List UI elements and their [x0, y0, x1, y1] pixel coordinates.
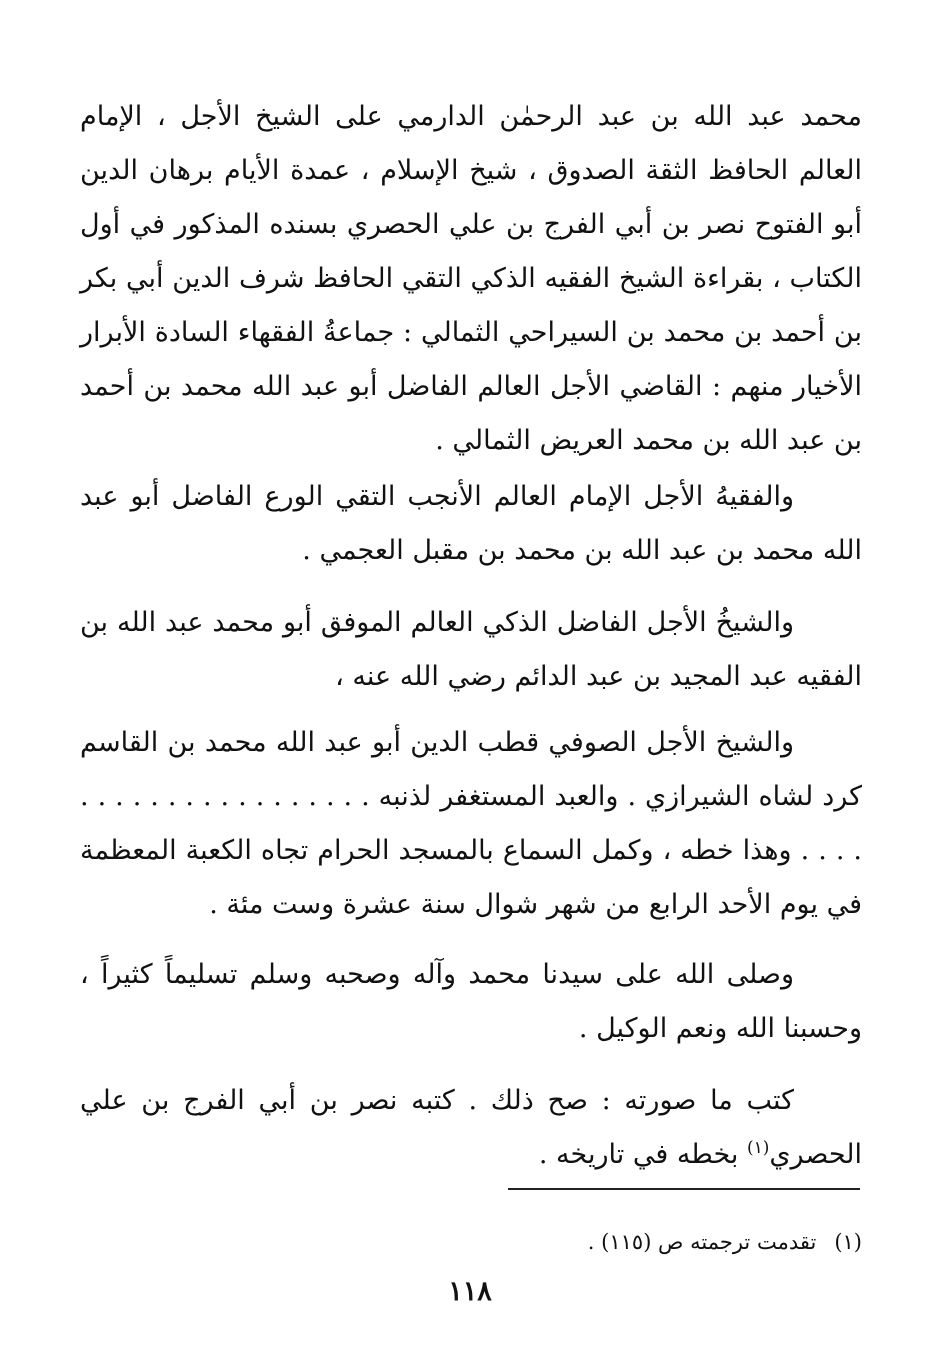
p4-line-1: والشيخ الأجل الصوفي قطب الدين أبو عبد الله محمد بن القاسم كرد — [80, 727, 862, 812]
p1-line-4: الشيخ الفقيه الذكي التقي الحافظ شرف الدين أبي بكر بن أحمد بن محمد بن — [80, 263, 862, 348]
p1-line-3: نصر بن أبي الفرج بن علي الحصري بسنده المذكور في أول الكتاب ، بقراءة — [80, 209, 862, 294]
p4-line-4: الأحد الرابع من شهر شوال سنة عشرة وست مئة . — [209, 889, 772, 920]
paragraph-2-text — [80, 470, 862, 578]
p1-line-7: العريض الثمالي . — [435, 425, 624, 456]
paragraph-4 — [80, 716, 862, 932]
paragraph-6-text — [80, 1074, 862, 1182]
paragraph-3 — [80, 596, 862, 704]
footnote-text: تقدمت ترجمته ص (١١٥) . — [587, 1230, 817, 1254]
p1-line-5: السيراحي الثمالي : جماعةُ الفقهاء السادة الأبرار الأخيار منهم : القاضي — [80, 317, 862, 402]
p3-line-1: والشيخُ الأجل الفاضل الذكي العالم الموفق أبو محمد عبد الله بن الفقيه — [80, 607, 862, 692]
paragraph-6 — [80, 1074, 862, 1182]
paragraph-4-text — [80, 716, 862, 932]
p6-line-1: كتب ما صورته : صح ذلك . كتبه نصر بن أبي الفرج بن علي — [80, 1085, 794, 1116]
paragraph-1 — [80, 90, 862, 468]
footnote-reference-marker[interactable]: (١) — [746, 1138, 770, 1158]
paragraph-5 — [80, 948, 862, 1056]
footnote-number: (١) — [834, 1230, 862, 1254]
p5-line-2: الله ونعم الوكيل . — [578, 1013, 776, 1044]
p5-line-1: وصلى الله على سيدنا محمد وآله وصحبه وسلم تسليماً كثيراً ، وحسبنا — [80, 959, 862, 1044]
p3-line-2: عبد المجيد بن عبد الدائم رضي الله عنه ، — [335, 661, 788, 692]
p1-line-6: الأجل العالم الفاضل أبو عبد الله محمد بن أحمد بن عبد الله بن محمد — [80, 371, 862, 456]
p2-line-1: والفقيهُ الأجل الإمام العالم الأنجب التقي الورع الفاضل أبو عبد الله — [80, 481, 862, 566]
p6-line-2-start: الحصري — [769, 1139, 862, 1170]
p6-line-2-end: بخطه في تاريخه . — [538, 1139, 747, 1170]
paragraph-2 — [80, 470, 862, 578]
p2-line-2: محمد بن عبد الله بن محمد بن مقبل العجمي . — [302, 535, 815, 566]
footnote-divider — [508, 1188, 860, 1190]
p4-line-3: وهذا خطه ، وكمل السماع بالمسجد الحرام تجاه الكعبة المعظمة في يوم — [80, 835, 862, 920]
p4-line-2: لشاه الشيرازي . والعبد المستغفر لذنبه . . . . . . . . . . . . . . . . . . . . . — [80, 781, 863, 866]
footnote — [460, 1224, 862, 1260]
page-number: ١١٨ — [448, 1276, 492, 1307]
paragraph-5-text — [80, 948, 862, 1056]
p1-line-1: محمد عبد الله بن عبد الرحمٰن الدارمي على الشيخ الأجل ، الإمام العالم — [80, 101, 862, 186]
paragraph-1-text — [80, 90, 862, 468]
p1-line-2: الحافظ الثقة الصدوق ، شيخ الإسلام ، عمدة الأيام برهان الدين أبو الفتوح — [80, 155, 862, 240]
paragraph-3-text — [80, 596, 862, 704]
